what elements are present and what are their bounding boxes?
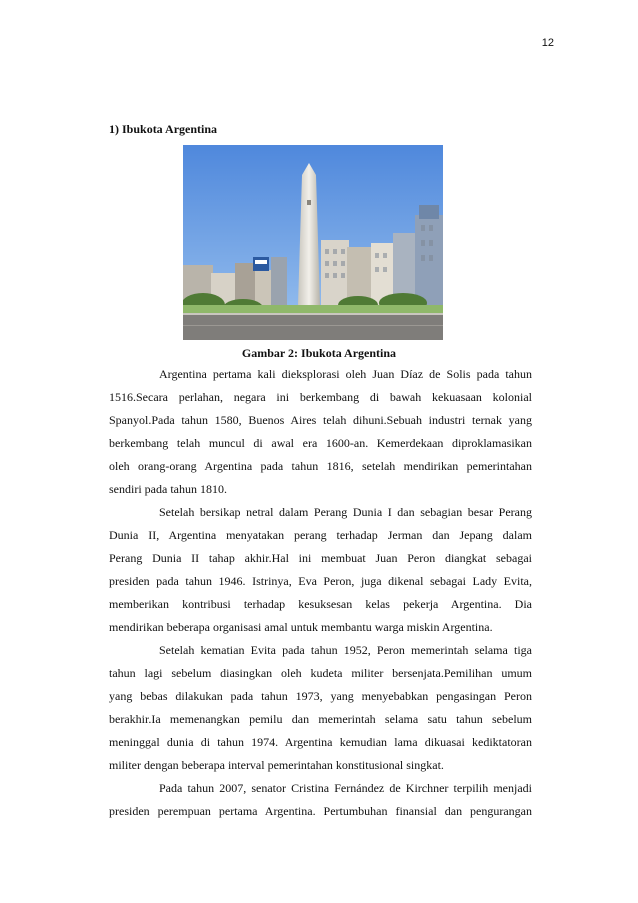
text-line: Perang Dunia II tahap akhir.Hal ini membuat Juan Peron diangkat sebagai bbox=[109, 551, 532, 565]
text-line: mendirikan beberapa organisasi amal untuk membantu warga miskin Argentina. bbox=[109, 620, 493, 634]
text-line: Dunia II, Argentina menyatakan perang terhadap Jerman dan Jepang dalam bbox=[109, 528, 532, 542]
text-line: 1516.Secara perlahan, negara ini berkembang di bawah kekuasaan kolonial bbox=[109, 390, 532, 404]
section-heading: 1) Ibukota Argentina bbox=[109, 122, 218, 136]
text-line: berkembang telah muncul di awal era 1600-an. Kemerdekaan diproklamasikan bbox=[109, 436, 532, 450]
text-line: meninggal dunia di tahun 1974. Argentina kemudian lama dikuasai kediktatoran bbox=[109, 735, 532, 749]
text-line: presiden perempuan pertama Argentina. Pertumbuhan finansial dan pengurangan bbox=[109, 804, 532, 818]
text-line: oleh orang-orang Argentina pada tahun 1816, setelah mendirikan pemerintahan bbox=[109, 459, 532, 473]
page-number: 12 bbox=[541, 37, 554, 49]
text-line: Spanyol.Pada tahun 1580, Buenos Aires telah dihuni.Sebuah industri ternak yang bbox=[109, 413, 532, 427]
figure-caption: Gambar 2: Ibukota Argentina bbox=[241, 346, 397, 360]
text-line: Pada tahun 2007, senator Cristina Fernández de Kirchner terpilih menjadi bbox=[159, 781, 532, 795]
text-line: Argentina pertama kali dieksplorasi oleh Juan Díaz de Solis pada tahun bbox=[159, 367, 532, 381]
obelisk-photo bbox=[183, 145, 443, 340]
text-line: Setelah bersikap netral dalam Perang Dunia I dan sebagian besar Perang bbox=[159, 505, 532, 519]
text-line: memberikan kontribusi terhadap kesuksesan kelas pekerja Argentina. Dia bbox=[109, 597, 532, 611]
text-line: yang bebas dilakukan pada tahun 1973, yang menyebabkan pengasingan Peron bbox=[109, 689, 532, 703]
text-line: sendiri pada tahun 1810. bbox=[109, 482, 227, 496]
text-line: tahun lagi sebelum diasingkan oleh kudeta militer bersenjata.Pemilihan umum bbox=[109, 666, 532, 680]
text-line: militer dengan beberapa interval pemerintahan konstitusional singkat. bbox=[109, 758, 444, 772]
body-text bbox=[109, 363, 532, 823]
grass bbox=[183, 305, 443, 313]
text-line: presiden pada tahun 1946. Istrinya, Eva Peron, juga dikenal sebagai Lady Evita, bbox=[109, 574, 532, 588]
text-line: Setelah kematian Evita pada tahun 1952, Peron memerintah selama tiga bbox=[159, 643, 532, 657]
road bbox=[183, 313, 443, 340]
text-line: berakhir.Ia memenangkan pemilu dan memerintah selama satu tahun sebelum bbox=[109, 712, 532, 726]
figure-photo bbox=[183, 145, 443, 340]
